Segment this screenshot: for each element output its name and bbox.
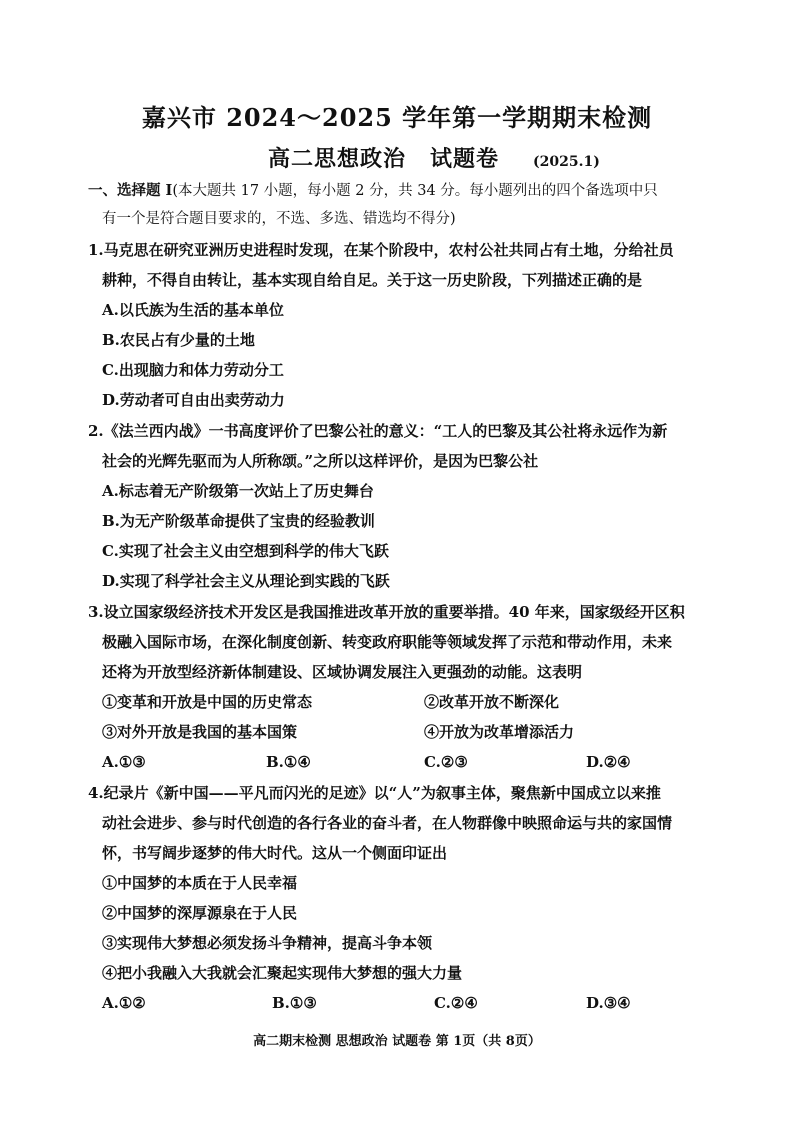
question-3-statement-2: ②改革开放不断深化	[424, 693, 560, 711]
question-1-option-d: D.劳动者可自由出卖劳动力	[102, 391, 285, 409]
question-2-option-c: C.实现了社会主义由空想到科学的伟大飞跃	[102, 542, 389, 560]
question-1-option-a: A.以氏族为生活的基本单位	[102, 301, 284, 319]
question-4-option-a: A.①②	[102, 994, 146, 1012]
question-3-option-a: A.①③	[102, 753, 146, 771]
question-4-stem: 4.纪录片《新中国——平凡而闪光的足迹》以“人”为叙事主体，聚焦新中国成立以来推	[88, 784, 661, 802]
exam-subtitle	[268, 142, 600, 173]
question-4-option-d: D.③④	[586, 994, 631, 1012]
exam-date: (2025.1)	[533, 154, 600, 170]
question-4-statement-4: ④把小我融入大我就会汇聚起实现伟大梦想的强大力量	[102, 964, 463, 982]
question-2-option-a: A.标志着无产阶级第一次站上了历史舞台	[102, 482, 374, 500]
question-1-stem-cont: 耕种，不得自由转让，基本实现自给自足。关于这一历史阶段，下列描述正确的是	[102, 271, 643, 289]
question-2-stem: 2.《法兰西内战》一书高度评价了巴黎公社的意义：“工人的巴黎及其公社将永远作为新	[88, 422, 668, 440]
question-2-stem-cont: 社会的光辉先驱而为人所称颂。”之所以这样评价，是因为巴黎公社	[102, 452, 539, 470]
question-3-option-d: D.②④	[586, 753, 631, 771]
section-heading	[88, 181, 728, 201]
question-2-option-d: D.实现了科学社会主义从理论到实践的飞跃	[102, 572, 390, 590]
question-4-statement-3: ③实现伟大梦想必须发扬斗争精神，提高斗争本领	[102, 934, 433, 952]
question-3-stem-cont: 极融入国际市场，在深化制度创新、转变政府职能等领域发挥了示范和带动作用，未来	[102, 633, 673, 651]
question-3-statement-4: ④开放为改革增添活力	[424, 723, 575, 741]
page-footer: 高二期末检测 思想政治 试题卷 第 1页（共 8页）	[253, 1034, 541, 1049]
question-4-option-c: C.②④	[434, 994, 478, 1012]
question-4-stem-cont: 动社会进步、参与时代创造的各行各业的奋斗者，在人物群像中映照命运与共的家国情	[102, 814, 673, 832]
question-4-option-b: B.①③	[272, 994, 317, 1012]
question-3-option-c: C.②③	[424, 753, 468, 771]
question-4-statement-1: ①中国梦的本质在于人民幸福	[102, 874, 298, 892]
question-1-option-c: C.出现脑力和体力劳动分工	[102, 361, 284, 379]
section-note-cont: 有一个是符合题目要求的，不选、多选、错选均不得分)	[102, 211, 456, 227]
question-3-statement-3: ③对外开放是我国的基本国策	[102, 723, 298, 741]
question-1-stem: 1.马克思在研究亚洲历史进程时发现，在某个阶段中，农村公社共同占有土地，分给社员	[88, 241, 674, 259]
question-3-stem: 3.设立国家级经济技术开发区是我国推进改革开放的重要举措。40 年来，国家级经开区积	[88, 603, 685, 621]
question-3-stem-cont2: 还将为开放型经济新体制建设、区域协调发展注入更强劲的动能。这表明	[102, 663, 583, 681]
question-3-statement-1: ①变革和开放是中国的历史常态	[102, 693, 313, 711]
question-2-option-b: B.为无产阶级革命提供了宝贵的经验教训	[102, 512, 375, 530]
subject-label: 高二思想政治	[268, 146, 407, 172]
question-4-stem-cont2: 怀，书写阔步逐梦的伟大时代。这从一个侧面印证出	[102, 844, 448, 862]
question-1-option-b: B.农民占有少量的土地	[102, 331, 255, 349]
paper-label: 试题卷	[430, 146, 500, 172]
exam-title: 嘉兴市 2024～2025 学年第一学期期末检测	[141, 103, 653, 132]
question-3-option-b: B.①④	[266, 753, 311, 771]
section-note: (本大题共 17 小题，每小题 2 分，共 34 分。每小题列出的四个备选项中只	[172, 183, 658, 199]
section-title: 一、选择题 I	[88, 182, 173, 199]
question-4-statement-2: ②中国梦的深厚源泉在于人民	[102, 904, 298, 922]
